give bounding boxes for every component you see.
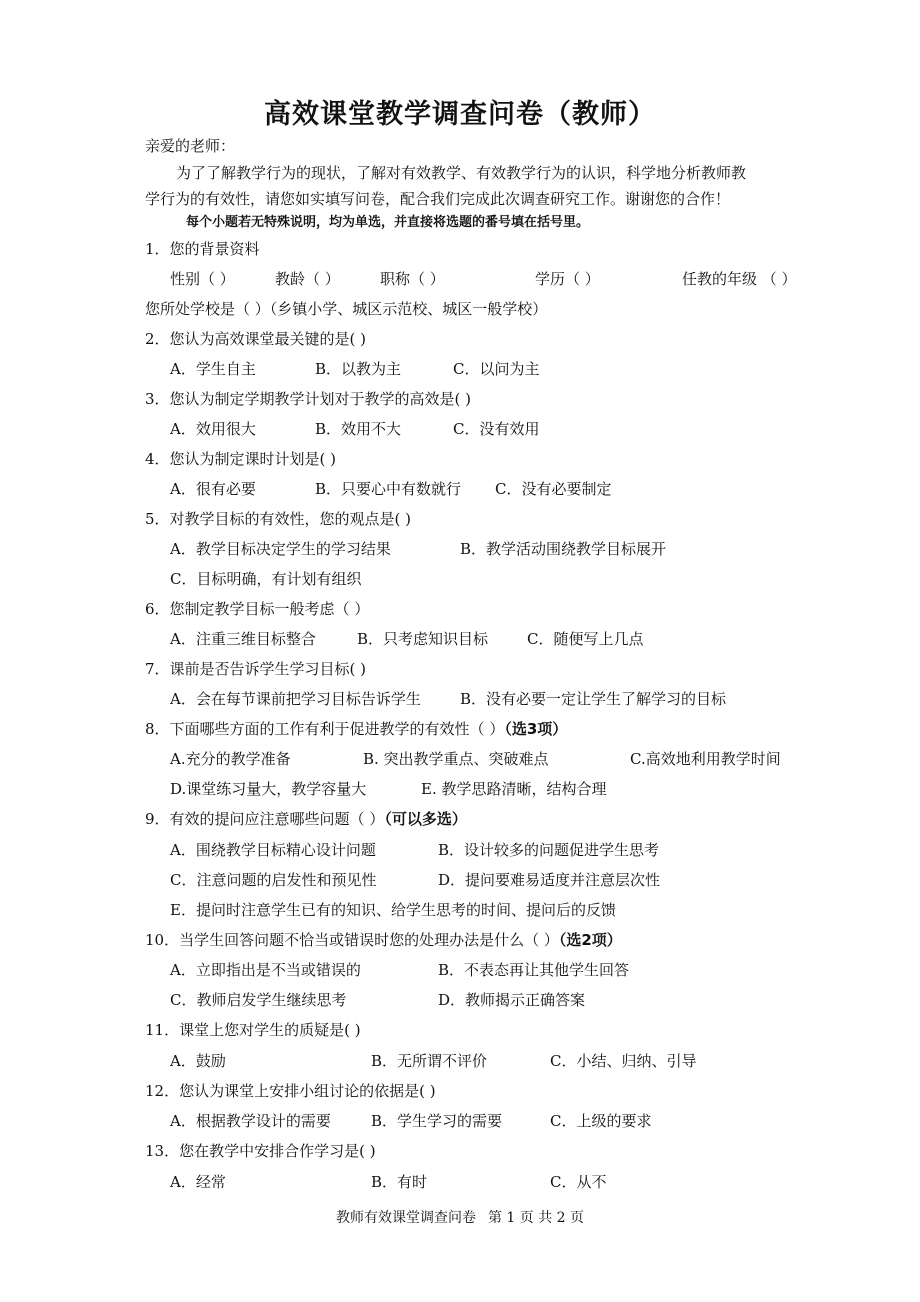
- q8-option-d: D.课堂练习量大，教学容量大: [170, 780, 367, 798]
- q11-option-c: C．小结、归纳、引导: [550, 1052, 697, 1070]
- q11-option-a: A．鼓励: [170, 1052, 226, 1070]
- q10-option-a: A．立即指出是不当或错误的: [170, 961, 361, 979]
- q9-tag: （可以多选）: [384, 810, 467, 828]
- question-8: [145, 719, 567, 739]
- q12-option-b: B．学生学习的需要: [371, 1112, 503, 1130]
- q1-education: 学历（ ）: [535, 270, 600, 288]
- q4-option-b: B．只要心中有数就行: [315, 480, 462, 498]
- q3-option-a: A．效用很大: [170, 420, 256, 438]
- q12-option-a: A．根据教学设计的需要: [170, 1112, 331, 1130]
- q7-option-b: B．没有必要一定让学生了解学习的目标: [460, 690, 727, 708]
- q9-option-e: E．提问时注意学生已有的知识、给学生思考的时间、提问后的反馈: [170, 901, 616, 919]
- q1-gender: 性别（ ）: [170, 270, 235, 288]
- q9-option-a: A．围绕教学目标精心设计问题: [170, 841, 376, 859]
- question-11: 11．课堂上您对学生的质疑是( ): [145, 1021, 361, 1039]
- footer-doc-title: 教师有效课堂调查问卷: [335, 1210, 476, 1226]
- q10-text: 10．当学生回答问题不恰当或错误时您的处理办法是什么（ ）: [145, 931, 559, 949]
- question-4: 4．您认为制定课时计划是( ): [145, 450, 337, 468]
- q4-option-a: A．很有必要: [170, 480, 256, 498]
- page-footer: [0, 1207, 920, 1227]
- question-3: 3．您认为制定学期教学计划对于教学的高效是( ): [145, 390, 472, 408]
- q2-option-c: C．以问为主: [453, 360, 540, 378]
- q3-option-c: C．没有效用: [453, 420, 540, 438]
- question-2: 2．您认为高效课堂最关键的是( ): [145, 330, 367, 348]
- q1-school: 您所处学校是（ ）（乡镇小学、城区示范校、城区一般学校）: [145, 300, 548, 318]
- q5-option-a: A．教学目标决定学生的学习结果: [170, 540, 391, 558]
- q5-option-b: B．教学活动围绕教学目标展开: [460, 540, 667, 558]
- q6-option-a: A．注重三维目标整合: [170, 630, 316, 648]
- question-10: [145, 930, 622, 950]
- q9-text: 9．有效的提问应注意哪些问题（ ）: [145, 810, 385, 828]
- intro-line-2: 学行为的有效性，请您如实填写问卷，配合我们完成此次调查研究工作。谢谢您的合作！: [145, 190, 731, 208]
- q8-option-e: E. 教学思路清晰，结构合理: [421, 780, 607, 798]
- q11-option-b: B．无所谓不评价: [371, 1052, 488, 1070]
- q10-option-c: C．教师启发学生继续思考: [170, 991, 347, 1009]
- q4-option-c: C．没有必要制定: [495, 480, 612, 498]
- q9-option-d: D．提问要难易适度并注意层次性: [438, 871, 661, 889]
- q1-years: 教龄（ ）: [275, 270, 340, 288]
- q13-option-c: C．从不: [550, 1173, 607, 1191]
- q8-text: 8．下面哪些方面的工作有利于促进教学的有效性（ ）: [145, 720, 505, 738]
- question-13: 13．您在教学中安排合作学习是( ): [145, 1142, 376, 1160]
- q9-option-b: B．设计较多的问题促进学生思考: [438, 841, 660, 859]
- question-6: 6．您制定教学目标一般考虑（ ）: [145, 600, 370, 618]
- q6-option-b: B．只考虑知识目标: [357, 630, 489, 648]
- q2-option-b: B．以教为主: [315, 360, 402, 378]
- q8-option-c: C.高效地利用教学时间: [630, 750, 781, 768]
- q10-option-d: D．教师揭示正确答案: [438, 991, 586, 1009]
- footer-page-number: 第 1 页 共 2 页: [487, 1210, 585, 1226]
- q5-option-c: C．目标明确，有计划有组织: [170, 570, 362, 588]
- q3-option-b: B．效用不大: [315, 420, 402, 438]
- question-5: 5．对教学目标的有效性，您的观点是( ): [145, 510, 412, 528]
- q10-tag: （选2项）: [558, 931, 622, 949]
- question-12: 12．您认为课堂上安排小组讨论的依据是( ): [145, 1082, 436, 1100]
- q8-option-b: B. 突出教学重点、突破难点: [363, 750, 549, 768]
- greeting: 亲爱的老师：: [145, 137, 236, 155]
- q1-grade: 任教的年级 （ ）: [682, 270, 797, 288]
- q13-option-a: A．经常: [170, 1173, 226, 1191]
- q7-option-a: A．会在每节课前把学习目标告诉学生: [170, 690, 421, 708]
- q12-option-c: C．上级的要求: [550, 1112, 652, 1130]
- q9-option-c: C．注意问题的启发性和预见性: [170, 871, 377, 889]
- q6-option-c: C．随便写上几点: [527, 630, 644, 648]
- instruction-note: 每个小题若无特殊说明，均为单选，并直接将选题的番号填在括号里。: [186, 215, 590, 230]
- q13-option-b: B．有时: [371, 1173, 428, 1191]
- q10-option-b: B．不表态再让其他学生回答: [438, 961, 630, 979]
- question-9: [145, 809, 467, 829]
- question-7: 7．课前是否告诉学生学习目标( ): [145, 660, 367, 678]
- question-1: 1．您的背景资料: [145, 240, 260, 258]
- intro-line-1: 为了了解教学行为的现状，了解对有效教学、有效教学行为的认识，科学地分析教师教: [176, 164, 747, 182]
- q2-option-a: A．学生自主: [170, 360, 256, 378]
- q8-tag: （选3项）: [504, 720, 568, 738]
- q8-option-a: A.充分的教学准备: [170, 750, 291, 768]
- page-title: 高效课堂教学调查问卷（教师）: [264, 99, 656, 130]
- q1-rank: 职称（ ）: [380, 270, 445, 288]
